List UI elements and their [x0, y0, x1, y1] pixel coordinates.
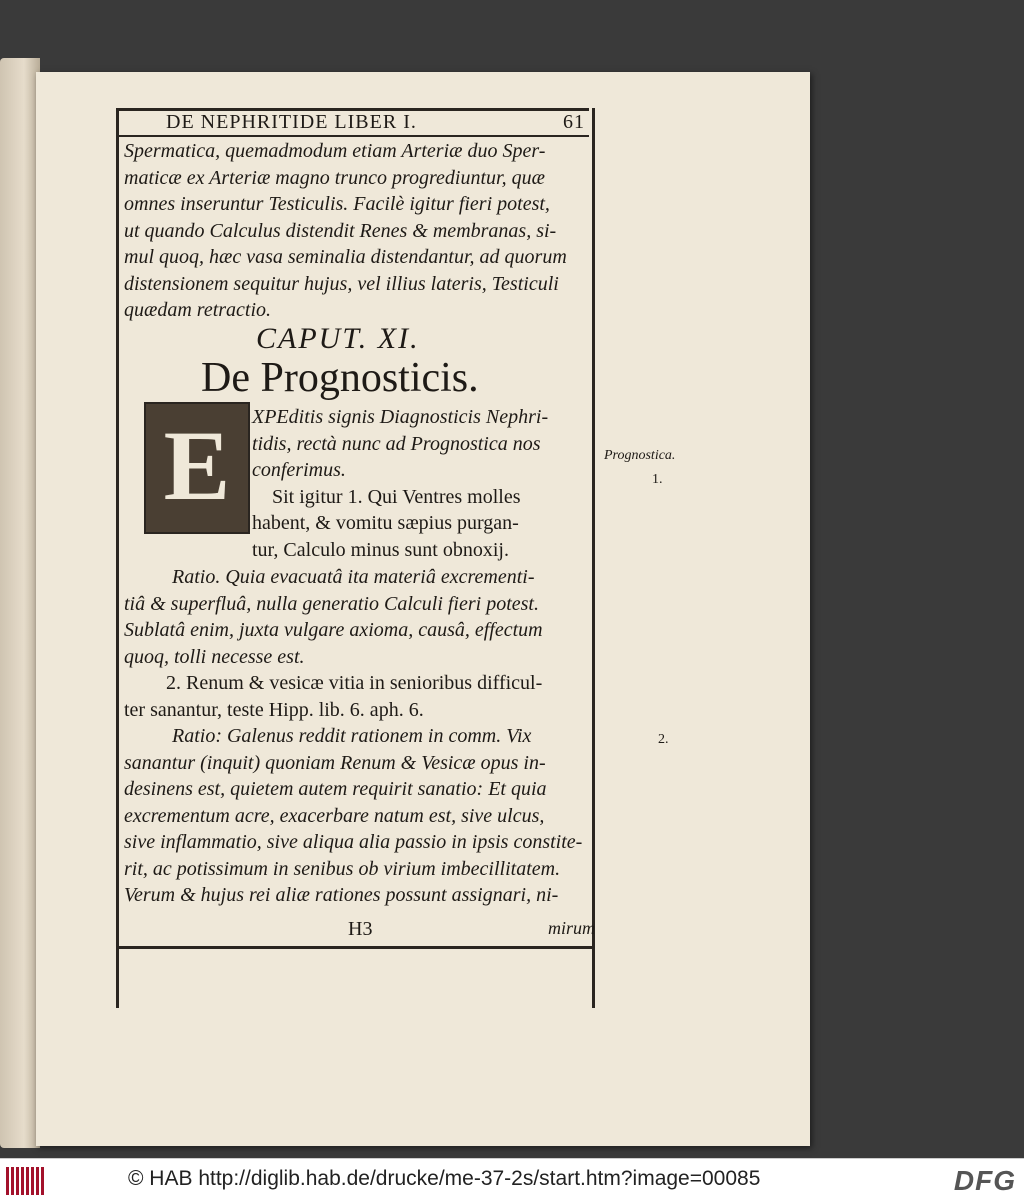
ratio-paragraph-1 — [124, 564, 594, 670]
text-line: desinens est, quietem autem requirit sanatio: Et quia — [124, 778, 547, 800]
text-line: tur, Calculo minus sunt obnoxij. — [252, 538, 509, 561]
text-line: XPEditis signis Diagnosticis Nephri- — [252, 406, 549, 428]
text-line: Sublatâ enim, juxta vulgare axioma, causâ, effectum — [124, 619, 543, 641]
text-line: habent, & vomitu sæpius purgan- — [252, 512, 519, 534]
page-number: 61 — [563, 111, 585, 133]
credit-link[interactable]: © HAB http://diglib.hab.de/drucke/me-37-2s/start.htm?image=00085 — [128, 1167, 761, 1190]
text-line: ut quando Calculus distendit Renes & membranas, si- — [124, 219, 557, 242]
text-line: conferimus. — [252, 459, 346, 481]
text-line: Ratio. Quia evacuatâ ita materiâ excrementi- — [172, 566, 535, 588]
book-page — [36, 72, 810, 1146]
text-line: quoq, tolli necesse est. — [124, 645, 305, 668]
margin-note-prognostica: Prognostica. — [604, 448, 676, 463]
text-line: mul quoq, hæc vasa seminalia distendantur, ad quorum — [124, 246, 567, 268]
text-line: omnes inseruntur Testiculis. Facilè igitur fieri potest, — [124, 193, 550, 215]
margin-note-2: 2. — [658, 732, 669, 747]
viewer-footer-bar — [0, 1158, 1024, 1202]
text-line: rit, ac potissimum in senibus ob virium imbecillitatem. — [124, 857, 561, 880]
text-line: sive inflammatio, sive aliqua alia passio in ipsis constite- — [124, 831, 583, 853]
text-line: Sit igitur 1. Qui Ventres molles — [272, 485, 521, 508]
page-footer — [116, 918, 595, 949]
page-header — [116, 108, 589, 137]
chapter-title: De Prognosticis. — [201, 355, 479, 401]
ratio-paragraph-2 — [124, 723, 594, 909]
text-line: 2. Renum & vesicæ vitia in senioribus difficul- — [166, 672, 543, 694]
text-line: tidis, rectà nunc ad Prognostica nos — [252, 432, 541, 455]
text-line: ter sanantur, teste Hipp. lib. 6. aph. 6. — [124, 698, 424, 721]
text-line: maticæ ex Arteriæ magno trunco progrediuntur, quæ — [124, 166, 545, 189]
dfg-logo: DFG — [953, 1165, 1016, 1196]
running-head: DE NEPHRITIDE LIBER I. — [166, 111, 417, 133]
chapter-label: CAPUT. XI. — [256, 322, 420, 355]
initial-letter: E — [163, 410, 231, 521]
text-line: quædam retractio. — [124, 299, 272, 321]
text-line: excrementum acre, exacerbare natum est, sive ulcus, — [124, 804, 545, 827]
margin-note-1: 1. — [652, 472, 663, 487]
signature-mark: H3 — [348, 918, 373, 940]
text-line: sanantur (inquit) quoniam Renum & Vesicæ opus in- — [124, 751, 546, 774]
facing-page-edge — [0, 58, 40, 1148]
text-line: Ratio: Galenus reddit rationem in comm. Vix — [172, 725, 532, 747]
text-line: Spermatica, quemadmodum etiam Arteriæ duo Sper- — [124, 140, 546, 162]
text-line: distensionem sequitur hujus, vel illius lateris, Testiculi — [124, 272, 559, 295]
hab-logo-icon — [6, 1167, 46, 1195]
prognostic-paragraph-1 — [124, 404, 594, 563]
text-line: Verum & hujus rei aliæ rationes possunt assignari, ni- — [124, 884, 559, 906]
catchword: mirum — [547, 918, 595, 938]
prognostic-paragraph-2 — [124, 670, 594, 723]
text-line: tiâ & superfluâ, nulla generatio Calculi fieri potest. — [124, 592, 539, 615]
intro-paragraph — [124, 138, 594, 324]
